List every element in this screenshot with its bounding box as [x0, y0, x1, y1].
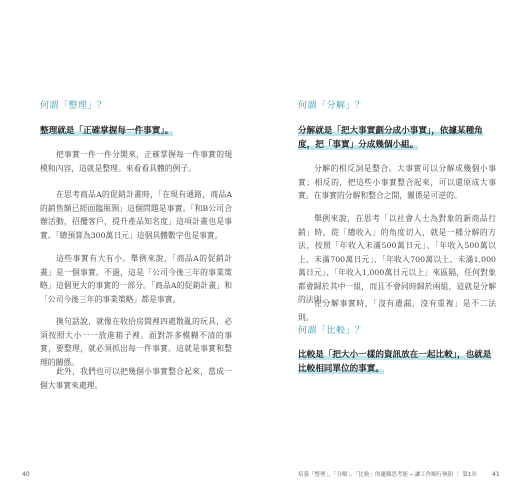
highlight-compare	[298, 348, 496, 376]
paragraph: 分解的相反詞是整合。大事實可以分解成幾個小事實；相反的，把這些小事實整合起來，可以還原成大事實。在事實的分解和整合之間，關係是可逆的。	[298, 164, 496, 200]
paragraph: 舉例來說，在思考「以社會人士為對象的新商品行銷」時，從「總收入」的角度切入，就是一種分解的方法，按照「年收入未滿500萬日元」、「年收入500萬以上、未滿700萬日元」、「年收入700萬以上、未滿1,000萬日元」、「年收入1,000萬日元以上」來區隔，任何對象都會歸於其中一組，而且不會同時歸於兩組，這就是分解的法則。	[298, 214, 496, 304]
running-head: 培養「整理」、「分解」、「比較」的邏輯思考能 ─ 讓工作順行無阻 ｜ 第1章	[298, 472, 477, 478]
section-title-compare: 何謂「比較」？	[298, 326, 365, 336]
paragraph: 換句話說，就像在收拾房間裡四處散亂的玩具，必須按照大小一一放進箱子裡。面對許多模糊不清的事實，要整理，就必須抓出每一件事實。這就是事實和整理的關係。	[40, 317, 232, 367]
paragraph: 這些事實有大有小。舉例來說，「商品A的促銷計畫」是一個事實。不過，這是「公司今後三年的事業策略」這個更大的事實的一部分。「商品A的促銷計畫」和「公司今後三年的事業策略」都是事實。	[40, 254, 232, 304]
paragraph: 在分解事實時，「沒有遺漏，沒有重複」是不二法則。	[298, 299, 496, 322]
paragraph: 把事實一件一件分開來，正確掌握每一件事實的規模和內容，這就是整理。來看看具體的例子。	[40, 150, 232, 173]
right-page	[260, 0, 520, 500]
paragraph: 此外，我們也可以把幾個小事實整合起來，當成一個大事實來處理。	[40, 367, 232, 390]
section-title-decompose: 何謂「分解」？	[298, 101, 365, 111]
paragraph: 在思考商品A的促銷計畫時，「在現有通路，商品A的銷售額已經面臨瓶頸」這個問題是事實。「和B公司合辦活動，招攬客戶，提升產品知名度」這項計畫也是事實。「總預算為300萬日元」這個具體數字也是事實。	[40, 190, 232, 240]
page-number: 40	[22, 471, 30, 478]
highlight-organize	[40, 124, 230, 138]
highlight-organize-text: 整理就是「正確掌握每一件事實」。	[40, 126, 174, 136]
highlight-decompose-text: 分解就是「把大事實劃分成小事實」，依據某種角度，把「事實」分成幾個小組。	[298, 126, 483, 150]
section-title-organize: 何謂「整理」？	[40, 101, 107, 111]
highlight-compare-text: 比較是「把大小一樣的資訊放在一起比較」，也就是比較相同單位的事實。	[298, 350, 492, 374]
highlight-decompose	[298, 124, 496, 152]
page-number: 41	[492, 471, 500, 478]
